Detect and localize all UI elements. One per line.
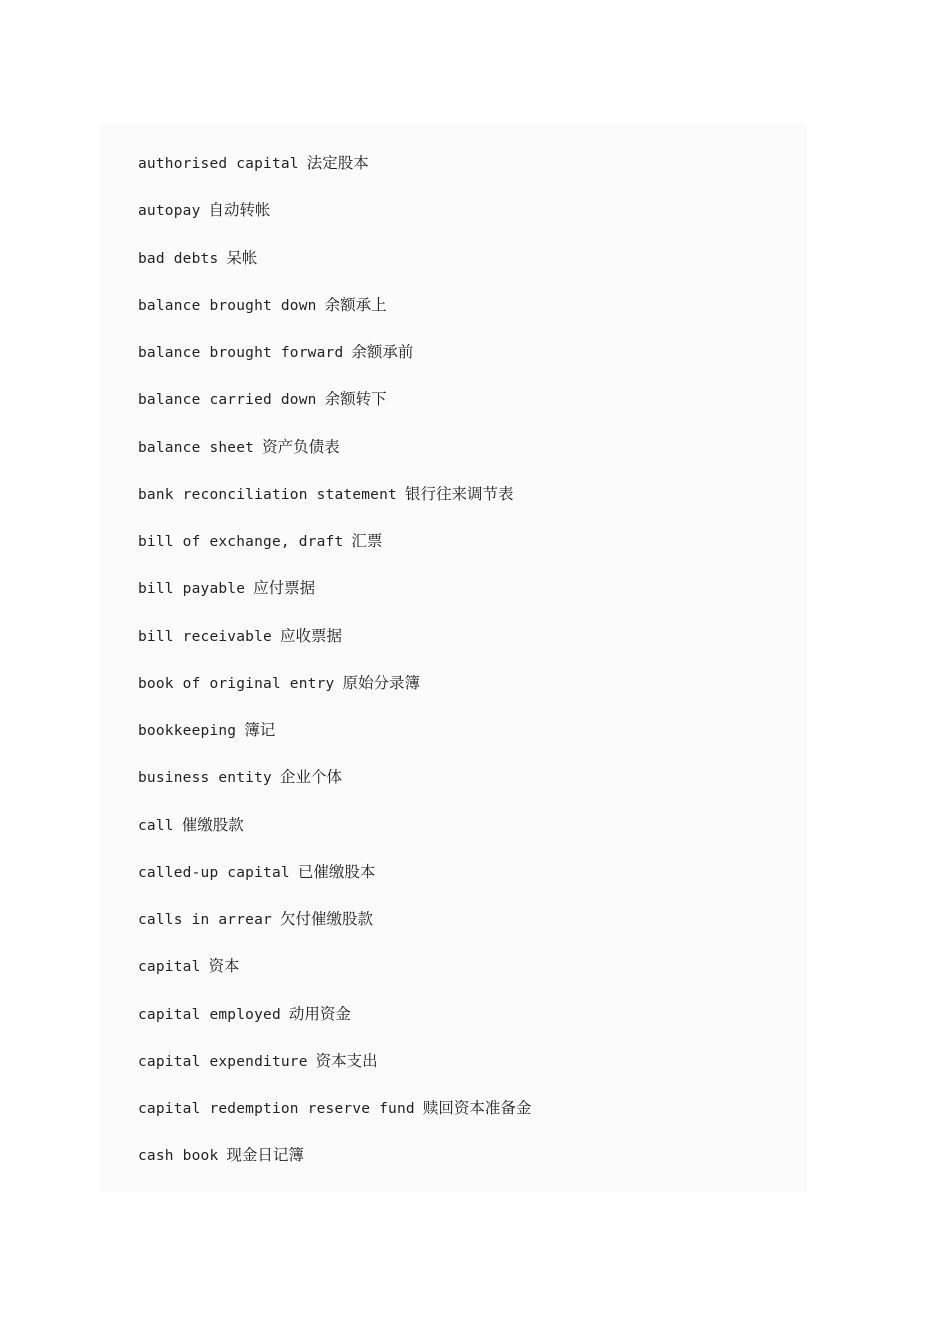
entry-translation: 银行往来调节表 (404, 484, 514, 503)
entry-translation: 已催缴股本 (297, 862, 376, 881)
glossary-entry (138, 719, 531, 766)
entry-term: capital redemption reserve fund (138, 1101, 415, 1117)
entry-translation: 资本支出 (315, 1051, 378, 1070)
entry-translation: 余额承前 (351, 343, 414, 361)
entry-translation: 应收票据 (279, 626, 342, 645)
entry-translation: 资本 (208, 957, 240, 976)
entry-term: authorised capital (138, 156, 299, 172)
glossary-entry (138, 1050, 531, 1097)
entry-term: calls in arrear (138, 912, 272, 928)
entry-term: business entity (138, 770, 272, 787)
entry-term: bank reconciliation statement (138, 486, 397, 503)
entry-term: called-up capital (138, 864, 290, 881)
glossary-entry (138, 672, 531, 719)
glossary-entry (138, 577, 531, 624)
entry-translation: 呆帐 (226, 248, 258, 267)
glossary-entry (138, 247, 531, 294)
entry-term: capital employed (138, 1006, 281, 1023)
glossary-entry (138, 483, 531, 530)
entry-term: autopay (138, 203, 201, 220)
entry-term: capital expenditure (138, 1053, 308, 1070)
entry-term: bookkeeping (138, 723, 237, 739)
entry-term: book of original entry (138, 675, 335, 692)
glossary-entry (138, 341, 531, 388)
glossary-entry (138, 908, 531, 955)
entry-term: balance brought forward (138, 345, 344, 361)
glossary-entry (138, 766, 531, 813)
glossary-entry (138, 388, 531, 435)
glossary-entry (138, 861, 531, 908)
glossary-entry (138, 1144, 531, 1191)
glossary-entry (138, 436, 531, 483)
entry-term: bill receivable (138, 628, 272, 645)
entry-translation: 催缴股款 (181, 815, 244, 834)
entry-term: balance carried down (138, 392, 317, 409)
glossary-entry (138, 955, 531, 1002)
entry-translation: 资产负债表 (262, 437, 340, 456)
document-panel (100, 124, 807, 1192)
glossary-entry (138, 814, 531, 861)
entry-term: balance sheet (138, 439, 255, 456)
entry-translation: 企业个体 (279, 768, 342, 787)
entry-translation: 自动转帐 (208, 201, 271, 220)
glossary-entry (138, 1097, 531, 1144)
glossary-entry (138, 530, 531, 577)
glossary-list (138, 152, 531, 1192)
glossary-entry (138, 1003, 531, 1050)
glossary-entry (138, 294, 531, 341)
entry-term: call (138, 817, 174, 834)
entry-translation: 余额转下 (324, 390, 387, 409)
entry-translation: 动用资金 (288, 1004, 351, 1023)
entry-term: bill of exchange, draft (138, 534, 344, 550)
glossary-entry (138, 199, 531, 246)
entry-translation: 赎回资本准备金 (422, 1099, 532, 1117)
entry-translation: 汇票 (351, 532, 383, 550)
entry-translation: 原始分录簿 (342, 673, 420, 692)
entry-term: bad debts (138, 250, 219, 267)
entry-translation: 余额承上 (324, 295, 387, 314)
entry-translation: 现金日记簿 (226, 1146, 304, 1165)
entry-translation: 应付票据 (253, 579, 316, 598)
entry-term: capital (138, 959, 201, 976)
entry-translation: 簿记 (244, 721, 276, 739)
entry-translation: 欠付催缴股款 (279, 910, 373, 928)
glossary-entry (138, 625, 531, 672)
glossary-entry (138, 152, 531, 199)
entry-term: cash book (138, 1148, 219, 1165)
entry-translation: 法定股本 (306, 154, 369, 172)
entry-term: bill payable (138, 581, 246, 598)
entry-term: balance brought down (138, 297, 317, 314)
